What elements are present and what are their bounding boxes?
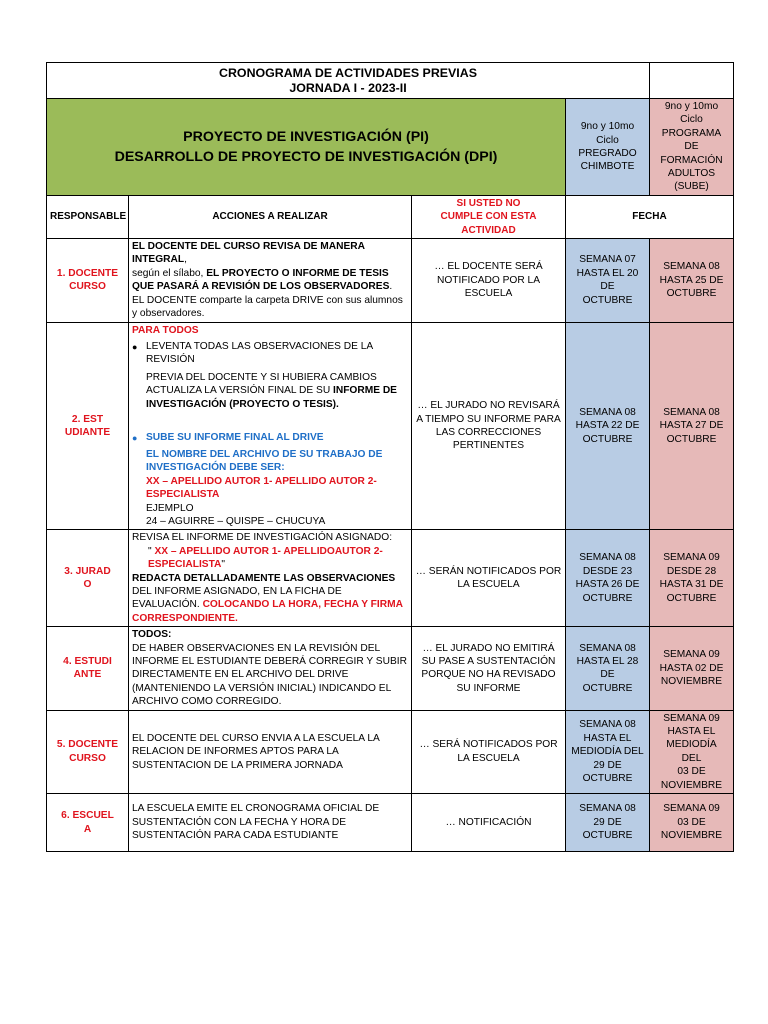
pregrado-header: 9no y 10mo Ciclo PREGRADO CHIMBOTE <box>566 99 650 196</box>
col-header-consequence: SI USTED NO CUMPLE CON ESTA ACTIVIDAD <box>412 195 566 238</box>
action-cell: EL DOCENTE DEL CURSO ENVIA A LA ESCUELA LA RELACION DE INFORMES APTOS PARA LA SUSTENTACION DE LA PRIMERA JORNADA <box>129 710 412 793</box>
consequence-cell: … EL DOCENTE SERÁ NOTIFICADO POR LA ESCUELA <box>412 239 566 322</box>
consequence-cell: … SERÁ NOTIFICADOS POR LA ESCUELA <box>412 710 566 793</box>
table-row <box>47 322 734 530</box>
project-heading <box>47 99 566 196</box>
action-cell: EL DOCENTE DEL CURSO REVISA DE MANERA INTEGRAL, según el sílabo, EL PROYECTO O INFORME DE TESIS QUE PASARÁ A REVISIÓN DE LOS OBSERVADORES. EL DOCENTE comparte la carpeta DRIVE con sus alumnos y observadores. <box>129 239 412 322</box>
pregrado-date-cell: SEMANA 08 HASTA EL MEDIODÍA DEL 29 DE OCTUBRE <box>566 710 650 793</box>
consequence-cell: … SERÁN NOTIFICADOS POR LA ESCUELA <box>412 530 566 627</box>
responsable-cell: 1. DOCENTE CURSO <box>47 239 129 322</box>
sube-date-cell: SEMANA 09 DESDE 28 HASTA 31 DE OCTUBRE <box>650 530 734 627</box>
pi-line-1: PROYECTO DE INVESTIGACIÓN (PI) <box>183 128 429 145</box>
sube-header: 9no y 10mo Ciclo PROGRAMA DE FORMACIÓN ADULTOS (SUBE) <box>650 99 734 196</box>
title-line-1: CRONOGRAMA DE ACTIVIDADES PREVIAS <box>219 65 477 80</box>
sube-date-cell: SEMANA 09 03 DE NOVIEMBRE <box>650 794 734 852</box>
pi-line-2: DESARROLLO DE PROYECTO DE INVESTIGACIÓN (DPI) <box>114 148 498 165</box>
sube-date-cell: SEMANA 09 HASTA 02 DE NOVIEMBRE <box>650 627 734 710</box>
pregrado-date-cell: SEMANA 08 29 DE OCTUBRE <box>566 794 650 852</box>
action-cell: REVISA EL INFORME DE INVESTIGACIÓN ASIGNADO: " XX – APELLIDO AUTOR 1- APELLIDOAUTOR 2- ESPECIALISTA" REDACTA DETALLADAMENTE LAS OBSERVACIONES DEL INFORME ASIGNADO, EN LA FICHA DE EVALUACIÓN. COLOCANDO LA HORA, FECHA Y FIRMA CORRESPONDIENTE. <box>129 530 412 627</box>
responsable-cell: 2. EST UDIANTE <box>47 322 129 530</box>
pregrado-date-cell: SEMANA 08 HASTA EL 28 DE OCTUBRE <box>566 627 650 710</box>
table-row <box>47 239 734 322</box>
action-cell: TODOS: DE HABER OBSERVACIONES EN LA REVISIÓN DEL INFORME EL ESTUDIANTE DEBERÁ CORREGIR Y SUBIR DIRECTAMENTE EN EL ARCHIVO DEL DRIVE (MANTENIENDO LA VERSIÓN INICIAL) INDICANDO EL ARCHIVO COMO CORREGIDO. <box>129 627 412 710</box>
consequence-cell: … NOTIFICACIÓN <box>412 794 566 852</box>
sube-date-cell: SEMANA 08 HASTA 25 DE OCTUBRE <box>650 239 734 322</box>
para-todos-label: PARA TODOS <box>132 324 199 336</box>
table-row <box>47 530 734 627</box>
sube-date-cell: SEMANA 09 HASTA EL MEDIODÍA DEL 03 DE NOVIEMBRE <box>650 710 734 793</box>
sube-date-cell: SEMANA 08 HASTA 27 DE OCTUBRE <box>650 322 734 530</box>
responsable-cell: 3. JURAD O <box>47 530 129 627</box>
col-header-acciones: ACCIONES A REALIZAR <box>129 195 412 238</box>
action-cell: PARA TODOS ● LEVENTA TODAS LAS OBSERVACIONES DE LA REVISIÓN PREVIA DEL DOCENTE Y SI HUBIERA CAMBIOS ACTUALIZA LA VERSIÓN FINAL DE SU INFORME DE INVESTIGACIÓN (PROYECTO O TESIS). ● SUBE SU INFORME FINAL AL DRIVE EL NOMBRE DEL ARCHIVO DE SU TRABAJO DE INVESTIGACIÓN DEBE SER: XX – APELLIDO AUTOR 1- APELLIDO AUTOR 2- ESPECIALISTA EJEMPLO 24 – AGUIRRE – QUISPE – CHUCUYA <box>129 322 412 530</box>
col-header-responsable: RESPONSABLE <box>47 195 129 238</box>
title-empty-cell <box>650 63 734 99</box>
bullet-icon: ● <box>132 432 138 443</box>
table-row <box>47 794 734 852</box>
list-item: ● SUBE SU INFORME FINAL AL DRIVE <box>132 431 324 443</box>
responsable-cell: 5. DOCENTE CURSO <box>47 710 129 793</box>
responsable-cell: 4. ESTUDI ANTE <box>47 627 129 710</box>
table-row <box>47 627 734 710</box>
consequence-cell: … EL JURADO NO REVISARÁ A TIEMPO SU INFORME PARA LAS CORRECCIONES PERTINENTES <box>412 322 566 530</box>
responsable-cell: 6. ESCUEL A <box>47 794 129 852</box>
title-line-2: JORNADA I - 2023-II <box>289 80 407 95</box>
action-cell: LA ESCUELA EMITE EL CRONOGRAMA OFICIAL DE SUSTENTACIÓN CON LA FECHA Y HORA DE SUSTENTACIÓN PARA CADA ESTUDIANTE <box>129 794 412 852</box>
table-row <box>47 710 734 793</box>
bullet-icon: ● <box>132 341 138 352</box>
document-title <box>47 63 650 99</box>
pregrado-date-cell: SEMANA 07 HASTA EL 20 DE OCTUBRE <box>566 239 650 322</box>
consequence-cell: … EL JURADO NO EMITIRÁ SU PASE A SUSTENTACIÓN PORQUE NO HA REVISADO SU INFORME <box>412 627 566 710</box>
pregrado-date-cell: SEMANA 08 DESDE 23 HASTA 26 DE OCTUBRE <box>566 530 650 627</box>
list-item: ● LEVENTA TODAS LAS OBSERVACIONES DE LA REVISIÓN <box>132 340 373 366</box>
col-header-fecha: FECHA <box>566 195 734 238</box>
schedule-table <box>46 62 734 852</box>
pregrado-date-cell: SEMANA 08 HASTA 22 DE OCTUBRE <box>566 322 650 530</box>
